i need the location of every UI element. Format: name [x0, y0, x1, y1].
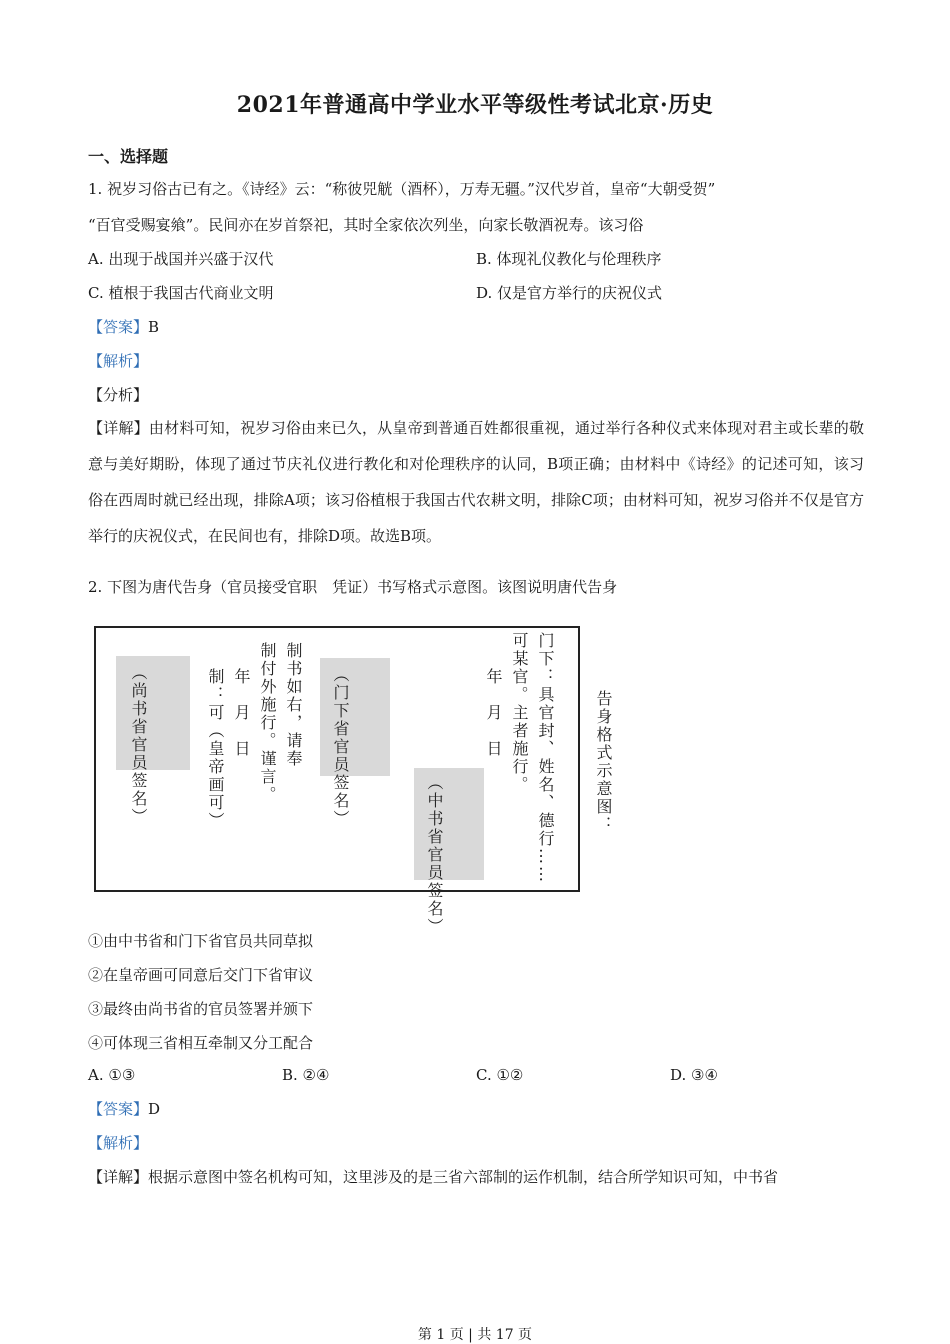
analysis-tag: 【解析】 — [88, 1134, 149, 1152]
diagram-col-date2: 年 月 日 — [232, 668, 251, 758]
menxia-signature-box — [320, 658, 390, 828]
q2-item1: ①由中书省和门下省官员共同草拟 — [88, 932, 314, 950]
section-heading: 一、选择题 — [88, 147, 169, 166]
q2-detail-text: 根据示意图中签名机构可知，这里涉及的是三省六部制的运作机制，结合所学知识可知，中书省 — [148, 1168, 779, 1186]
diagram-col-kemou: 可某官。主者施行。 — [510, 632, 529, 794]
q2-item3: ③最终由尚书省的官员签署并颁下 — [88, 1000, 314, 1018]
q2-item2: ②在皇帝画可同意后交门下省审议 — [88, 966, 314, 984]
q2-answer-line — [88, 1098, 864, 1120]
q1-option-d: D. 仅是官方举行的庆祝仪式 — [476, 284, 663, 302]
answer-tag: 【答案】 — [88, 318, 149, 336]
diagram-col-menxia: 门下：具官封、姓名、德行…… — [536, 632, 555, 884]
q1-answer: B — [148, 318, 160, 336]
diagram-col-zhishu2: 制付外施行。谨言。 — [258, 642, 277, 804]
q1-fenxi-line — [88, 384, 864, 406]
detail-tag: 【详解】 — [88, 1168, 149, 1186]
answer-tag: 【答案】 — [88, 1100, 149, 1118]
diagram-col-zhike: 制：可（皇帝画可） — [206, 668, 225, 830]
q1-analysis-line — [88, 350, 864, 372]
shangshu-signature-label: （尚书省官员签名） — [129, 664, 148, 826]
q2-option-b: B. ②④ — [282, 1066, 330, 1084]
q2-analysis-line — [88, 1132, 864, 1154]
q1-option-b: B. 体现礼仪教化与伦理秩序 — [476, 250, 662, 268]
q2-option-c: C. ①② — [476, 1066, 524, 1084]
diagram-col-date1: 年 月 日 — [484, 668, 503, 758]
zhongshu-signature-label: （中书省官员签名） — [425, 774, 444, 936]
q2-option-d: D. ③④ — [670, 1066, 718, 1084]
q1-stem-line2: “百官受赐宴飨”。民间亦在岁首祭祀，其时全家依次列坐，向家长敬酒祝寿。该习俗 — [88, 216, 644, 234]
q1-option-a: A. 出现于战国并兴盛于汉代 — [88, 250, 274, 268]
fenxi-tag: 【分析】 — [88, 386, 149, 404]
q2-stem: 2. 下图为唐代告身（官员接受官职 凭证）书写格式示意图。该图说明唐代告身 — [88, 578, 618, 596]
q1-detail — [88, 410, 864, 554]
gaoshen-format-diagram — [94, 626, 580, 936]
q2-detail-line — [88, 1166, 864, 1188]
detail-tag: 【详解】 — [88, 419, 149, 437]
diagram-col-zhishu1: 制书如右，请奉 — [284, 642, 303, 768]
q1-stem-line1: 1. 祝岁习俗古已有之。《诗经》云：“称彼兕觥（酒杯），万寿无疆。”汉代岁首，皇帝“大朝受贺” — [88, 180, 716, 198]
analysis-tag: 【解析】 — [88, 352, 149, 370]
q2-item4: ④可体现三省相互牵制又分工配合 — [88, 1034, 314, 1052]
q1-answer-line — [88, 316, 864, 338]
page-footer: 第 1 页 | 共 17 页 — [417, 1327, 533, 1343]
diagram-side-title: 告身格式示意图： — [594, 690, 613, 834]
menxia-signature-label: （门下省官员签名） — [331, 666, 350, 828]
q1-detail-text: 由材料可知，祝岁习俗由来已久，从皇帝到普通百姓都很重视，通过举行各种仪式来体现对君主或长辈的敬意与美好期盼，体现了通过节庆礼仪进行教化和对伦理秩序的认同，B项正确；由材料中《诗经》的记述可知，该习俗在西周时就已经出现，排除A项；该习俗植根于我国古代农耕文明，排除C项；由材料可知，祝岁习俗并不仅是官方举行的庆祝仪式，在民间也有，排除D项。故选B项。 — [88, 419, 864, 545]
q2-option-a: A. ①③ — [88, 1066, 136, 1084]
q1-option-c: C. 植根于我国古代商业文明 — [88, 284, 274, 302]
q2-answer: D — [148, 1100, 161, 1118]
shangshu-signature-box — [116, 656, 190, 826]
zhongshu-signature-box — [414, 768, 484, 936]
page-title: 2021年普通高中学业水平等级性考试北京·历史 — [236, 92, 714, 118]
